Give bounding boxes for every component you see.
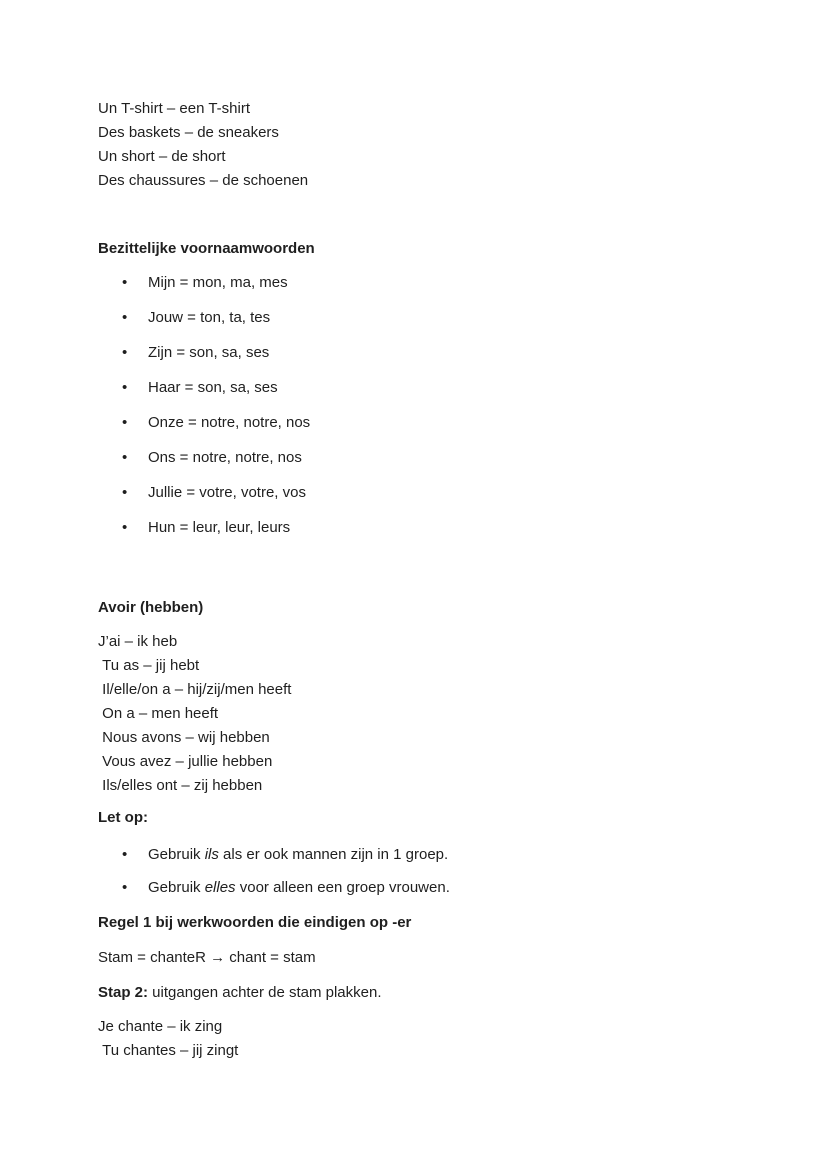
letop-italic-word: ils bbox=[204, 846, 219, 863]
avoir-line: J’ai – ik heb bbox=[98, 633, 178, 650]
stap2-line bbox=[98, 981, 738, 1005]
chanter-line: Je chante – ik zing bbox=[98, 1018, 223, 1035]
list-item: • Haar = son, sa, ses bbox=[98, 376, 738, 400]
list-item: • Hun = leur, leur, leurs bbox=[98, 516, 738, 540]
list-item: • Zijn = son, sa, ses bbox=[98, 341, 738, 365]
avoir-heading: Avoir (hebben) bbox=[98, 599, 204, 616]
list-item: • Ons = notre, notre, nos bbox=[98, 446, 738, 470]
chanter-section bbox=[98, 1015, 738, 1063]
avoir-line: Tu as – jij hebt bbox=[98, 657, 200, 674]
vocab-line: Des baskets – de sneakers bbox=[98, 124, 279, 141]
stap2-text: uitgangen achter de stam plakken. bbox=[148, 984, 382, 1001]
possessives-heading: Bezittelijke voornaamwoorden bbox=[98, 240, 315, 257]
letop-text: als er ook mannen zijn in 1 groep. bbox=[218, 846, 449, 863]
vocab-line: Des chaussures – de schoenen bbox=[98, 172, 309, 189]
vocab-line: Un T-shirt – een T-shirt bbox=[98, 100, 251, 117]
vocab-section bbox=[98, 97, 738, 193]
avoir-line: Ils/elles ont – zij hebben bbox=[98, 777, 263, 794]
letop-text: Gebruik bbox=[148, 879, 205, 896]
vocab-line: Un short – de short bbox=[98, 148, 226, 165]
avoir-line: Nous avons – wij hebben bbox=[98, 729, 270, 746]
list-item bbox=[98, 843, 738, 867]
chanter-line: Tu chantes – jij zingt bbox=[98, 1042, 239, 1059]
list-item bbox=[98, 876, 738, 900]
list-item: • Mijn = mon, ma, mes bbox=[98, 271, 738, 295]
letop-italic-word: elles bbox=[204, 879, 236, 896]
regel1-heading: Regel 1 bij werkwoorden die eindigen op -er bbox=[98, 914, 412, 931]
possessives-list bbox=[98, 271, 738, 540]
avoir-line: On a – men heeft bbox=[98, 705, 219, 722]
list-item: • Jullie = votre, votre, vos bbox=[98, 481, 738, 505]
list-item: • Onze = notre, notre, nos bbox=[98, 411, 738, 435]
letop-text: Gebruik bbox=[148, 846, 205, 863]
letop-heading: Let op: bbox=[98, 809, 148, 826]
letop-text: voor alleen een groep vrouwen. bbox=[235, 879, 450, 896]
list-item: • Jouw = ton, ta, tes bbox=[98, 306, 738, 330]
stam-line: Stam = chanteR → chant = stam bbox=[98, 949, 316, 966]
avoir-line: Vous avez – jullie hebben bbox=[98, 753, 273, 770]
avoir-line: Il/elle/on a – hij/zij/men heeft bbox=[98, 681, 292, 698]
avoir-section bbox=[98, 630, 738, 798]
letop-list bbox=[98, 843, 738, 900]
stap2-bold-label: Stap 2: bbox=[98, 984, 149, 1001]
